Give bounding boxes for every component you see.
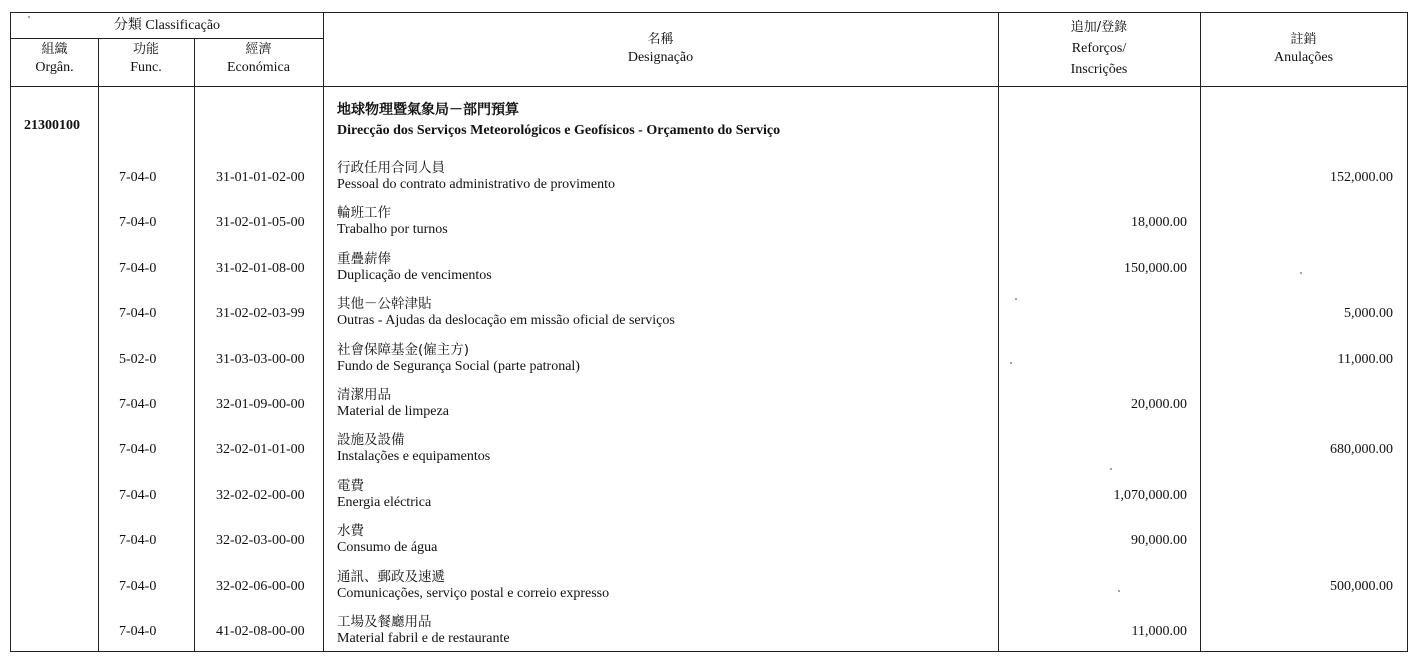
- item-name-pt: Fundo de Segurança Social (parte patronal): [337, 358, 580, 374]
- table-row: [11, 473, 1407, 518]
- cancellation-amount: 5,000.00: [1344, 306, 1393, 322]
- table-row: [11, 200, 1407, 245]
- econ-code: 32-02-06-00-00: [216, 578, 305, 594]
- econ-code: 32-01-09-00-00: [216, 396, 305, 412]
- table-row: [11, 564, 1407, 609]
- add-header-pt1: Reforços/: [1071, 41, 1127, 56]
- header-bottom-rule: [11, 86, 1407, 87]
- func-code: 7-04-0: [119, 442, 157, 458]
- budget-rows: [11, 155, 1407, 654]
- func-header-pt: Func.: [130, 60, 162, 75]
- table-row: [11, 518, 1407, 563]
- econ-header: [194, 41, 323, 77]
- cancellation-amount: 500,000.00: [1330, 578, 1393, 594]
- econ-code: 32-02-02-00-00: [216, 487, 305, 503]
- scan-speck: [1015, 298, 1017, 300]
- reinforcement-amount: 18,000.00: [1131, 215, 1187, 231]
- section-title-pt: Direcção dos Serviços Meteorológicos e Geofísicos - Orçamento do Serviço: [337, 123, 781, 138]
- cancel-header-pt: Anulações: [1273, 50, 1334, 65]
- econ-code: 31-02-01-05-00: [216, 215, 305, 231]
- reinforcement-amount: 150,000.00: [1124, 260, 1187, 276]
- item-name-pt: Comunicações, serviço postal e correio expresso: [337, 585, 610, 601]
- scan-speck: [1300, 272, 1302, 274]
- table-row: [11, 291, 1407, 336]
- cancellation-amount: 680,000.00: [1330, 442, 1393, 458]
- func-code: 7-04-0: [119, 306, 157, 322]
- item-name-pt: Energia eléctrica: [337, 494, 432, 510]
- econ-header-zh: 經濟: [245, 42, 272, 57]
- item-name-zh: 行政任用合同人員: [337, 160, 445, 176]
- divider-classification: [11, 38, 323, 39]
- func-header-zh: 功能: [132, 42, 159, 57]
- item-name-zh: 社會保障基金(僱主方): [337, 341, 470, 358]
- func-code: 7-04-0: [119, 623, 157, 639]
- item-name-pt: Pessoal do contrato administrativo de provimento: [337, 177, 616, 192]
- table-row: [11, 382, 1407, 427]
- func-code: 7-04-0: [119, 533, 157, 549]
- func-code: 7-04-0: [119, 578, 157, 594]
- econ-code: 32-02-01-01-00: [216, 442, 305, 458]
- econ-code: 31-03-03-00-00: [216, 351, 305, 367]
- econ-header-pt: Económica: [227, 60, 290, 75]
- org-code: 21300100: [24, 118, 80, 133]
- func-code: 7-04-0: [119, 396, 157, 412]
- econ-code: 32-02-03-00-00: [216, 533, 305, 549]
- item-name-zh: 工場及餐廳用品: [337, 613, 432, 630]
- item-name-zh: 輪班工作: [337, 205, 391, 222]
- func-header: [98, 41, 194, 77]
- name-header: [323, 31, 998, 67]
- item-name-pt: Duplicação de vencimentos: [337, 267, 492, 283]
- reinforcement-amount: 1,070,000.00: [1113, 487, 1187, 503]
- add-header: [998, 19, 1200, 79]
- item-name-pt: Consumo de água: [337, 540, 438, 556]
- econ-code: 41-02-08-00-00: [216, 623, 305, 639]
- item-name-zh: 水費: [337, 523, 364, 540]
- item-name-zh: 清潔用品: [337, 386, 391, 403]
- org-header-zh: 組織: [41, 42, 68, 57]
- func-code: 5-02-0: [119, 351, 157, 367]
- cancel-header: [1200, 31, 1407, 67]
- item-name-zh: 重疊薪俸: [337, 250, 391, 267]
- section-title-zh: 地球物理暨氣象局－部門預算: [337, 102, 519, 118]
- add-header-pt2: Inscrições: [1070, 62, 1128, 77]
- table-row: [11, 609, 1407, 654]
- table-row: [11, 337, 1407, 382]
- name-header-zh: 名稱: [647, 32, 674, 47]
- name-header-pt: Designação: [627, 50, 694, 65]
- org-header-pt: Orgân.: [35, 60, 74, 75]
- item-name-zh: 設施及設備: [337, 432, 405, 449]
- scan-speck: [1110, 468, 1112, 470]
- econ-code: 31-02-02-03-99: [216, 306, 305, 322]
- org-header: [11, 41, 98, 77]
- cancel-header-zh: 註銷: [1290, 32, 1317, 47]
- reinforcement-amount: 11,000.00: [1131, 623, 1187, 639]
- scan-speck: [28, 16, 30, 18]
- func-code: 7-04-0: [119, 215, 157, 231]
- func-code: 7-04-0: [119, 487, 157, 503]
- item-name-zh: 其他－公幹津貼: [337, 296, 432, 313]
- classification-header: 分類 Classificação: [113, 18, 221, 33]
- func-code: 7-04-0: [119, 260, 157, 276]
- func-code: 7-04-0: [119, 170, 157, 185]
- item-name-pt: Outras - Ajudas da deslocação em missão oficial de serviços: [337, 313, 675, 329]
- item-name-pt: Material fabril e de restaurante: [337, 630, 510, 646]
- item-name-pt: Material de limpeza: [337, 403, 449, 419]
- scan-speck: [1118, 590, 1120, 592]
- item-name-zh: 通訊、郵政及速遞: [337, 568, 445, 585]
- scan-speck: [1010, 362, 1012, 364]
- item-name-pt: Trabalho por turnos: [337, 222, 448, 238]
- add-header-zh: 追加/登錄: [1070, 20, 1128, 35]
- budget-table: [10, 12, 1408, 652]
- econ-code: 31-01-01-02-00: [216, 170, 305, 185]
- table-row: [11, 155, 1407, 200]
- table-row: [11, 246, 1407, 291]
- table-row: [11, 427, 1407, 472]
- reinforcement-amount: 90,000.00: [1131, 533, 1187, 549]
- item-name-pt: Instalações e equipamentos: [337, 449, 491, 465]
- econ-code: 31-02-01-08-00: [216, 260, 305, 276]
- cancellation-amount: 11,000.00: [1337, 351, 1393, 367]
- item-name-zh: 電費: [337, 477, 364, 494]
- cancellation-amount: 152,000.00: [1330, 170, 1393, 185]
- reinforcement-amount: 20,000.00: [1131, 396, 1187, 412]
